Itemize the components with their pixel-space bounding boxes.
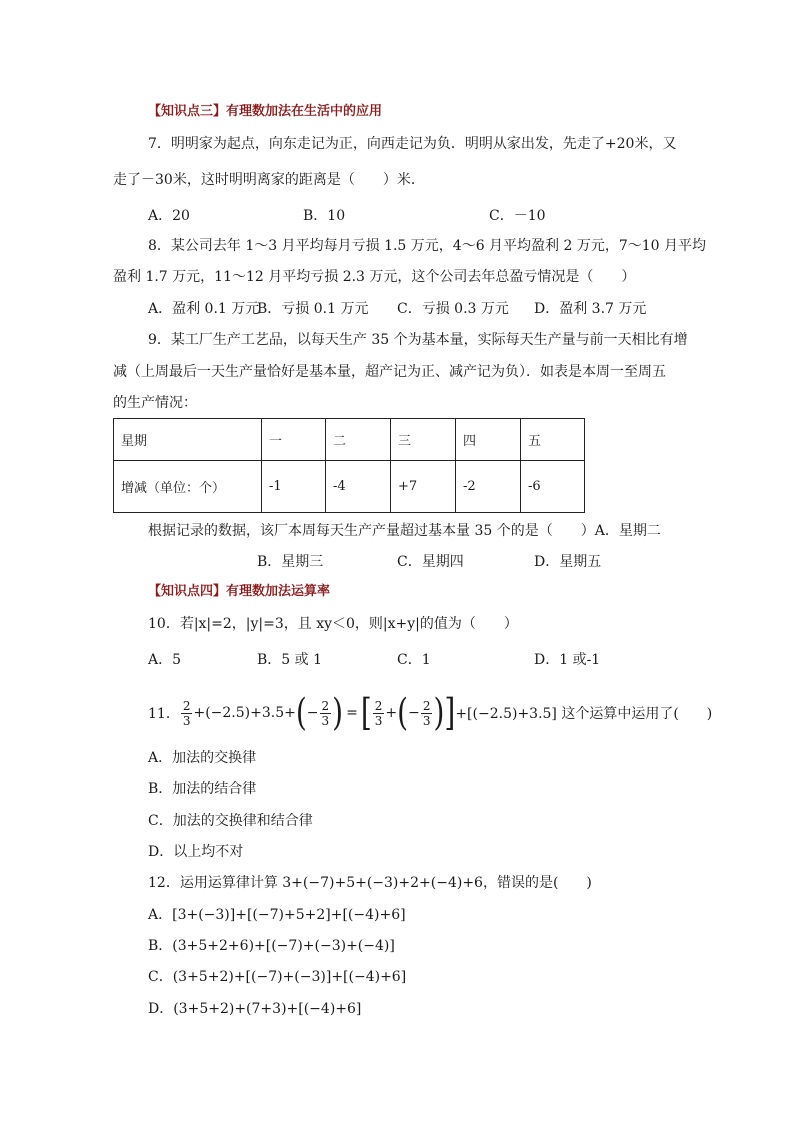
q9-option-b: B．星期三 bbox=[257, 554, 324, 570]
q10-option-d: D．1 或-1 bbox=[534, 652, 601, 668]
q11-terms: +(−2.5)+3.5+ bbox=[193, 705, 296, 721]
q12-option-a: A．[3+(−3)]+[(−7)+5+2]+[(−4)+6] bbox=[148, 907, 406, 923]
table-row bbox=[114, 461, 585, 513]
q8-text-line1: 8．某公司去年 1～3 月平均每月亏损 1.5 万元，4～6 月平均盈利 2 万元，7～10 月平均 bbox=[148, 238, 707, 254]
q10-option-b: B．5 或 1 bbox=[257, 652, 323, 668]
q12-option-d: D．(3+5+2)+(7+3)+[(−4)+6] bbox=[148, 1001, 362, 1017]
q8-option-d: D．盈利 3.7 万元 bbox=[534, 301, 647, 317]
q8-option-c: C．亏损 0.3 万元 bbox=[397, 301, 509, 317]
table-cell: 三 bbox=[391, 419, 456, 461]
q9-text-line1: 9．某工厂生产工艺品，以每天生产 35 个为基本量，实际每天生产量与前一天相比有增 bbox=[148, 332, 688, 348]
right-paren: ) bbox=[433, 690, 445, 735]
q7-text-line1: 7．明明家为起点，向东走记为正，向西走记为负．明明从家出发，先走了+20米，又 bbox=[148, 136, 677, 152]
table-cell: -2 bbox=[456, 461, 521, 513]
section-heading-three: 【知识点三】有理数加法在生活中的应用 bbox=[148, 104, 383, 119]
q9-question: 根据记录的数据，该厂本周每天生产产量超过基本量 35 个的是（ ）A．星期二 bbox=[148, 523, 661, 539]
q9-option-c: C．星期四 bbox=[397, 554, 464, 570]
right-paren: ) bbox=[332, 690, 344, 735]
table-cell: 二 bbox=[326, 419, 391, 461]
left-bracket: [ bbox=[360, 690, 372, 735]
table-cell: 五 bbox=[521, 419, 585, 461]
table-cell: -4 bbox=[326, 461, 391, 513]
fraction: $\frac{2}{3}$ bbox=[182, 698, 191, 728]
q8-option-a: A．盈利 0.1 万元 bbox=[148, 301, 260, 317]
table-cell: -1 bbox=[262, 461, 326, 513]
minus-sign: − bbox=[306, 705, 319, 721]
q11-option-b: B．加法的结合律 bbox=[148, 781, 257, 797]
q7-option-c: C．－10 bbox=[489, 208, 546, 224]
q12-option-b: B．(3+5+2+6)+[(−7)+(−3)+(−4)] bbox=[148, 938, 395, 954]
left-paren: ( bbox=[295, 690, 307, 735]
q12-option-c: C．(3+5+2)+[(−7)+(−3)]+[(−4)+6] bbox=[148, 969, 407, 985]
q7-option-b: B．10 bbox=[303, 208, 346, 224]
right-bracket: ] bbox=[444, 690, 456, 735]
q11-option-d: D．以上均不对 bbox=[148, 844, 244, 860]
q11-tail: +[(−2.5)+3.5] 这个运算中运用了( ) bbox=[455, 706, 713, 722]
q10-text: 10．若|x|=2，|y|=3，且 xy＜0，则|x+y|的值为（ ） bbox=[148, 616, 518, 632]
minus-sign: − bbox=[408, 705, 420, 721]
q8-text-line2: 盈利 1.7 万元，11～12 月平均亏损 2.3 万元，这个公司去年总盈亏情况是（ ） bbox=[113, 269, 636, 285]
fraction: $\frac{2}{3}$ bbox=[374, 698, 383, 728]
table-cell: +7 bbox=[391, 461, 456, 513]
section-heading-four: 【知识点四】有理数加法运算率 bbox=[148, 584, 331, 599]
q11-option-a: A．加法的交换律 bbox=[148, 750, 257, 766]
q12-text: 12．运用运算律计算 3+(−7)+5+(−3)+2+(−4)+6，错误的是( ) bbox=[148, 875, 592, 891]
q11-number: 11． bbox=[148, 706, 180, 722]
q10-option-a: A．5 bbox=[148, 652, 182, 668]
table-header-row bbox=[114, 419, 585, 461]
left-paren: ( bbox=[397, 690, 409, 735]
fraction: $\frac{2}{3}$ bbox=[422, 698, 431, 728]
production-table bbox=[113, 418, 585, 513]
q11-option-c: C．加法的交换律和结合律 bbox=[148, 813, 313, 829]
table-cell: -6 bbox=[521, 461, 585, 513]
q9-text-line2: 减（上周最后一天生产量恰好是基本量，超产记为正、减产记为负）．如表是本周一至周五 bbox=[113, 364, 666, 380]
q10-option-c: C．1 bbox=[397, 652, 431, 668]
table-cell: 增减（单位：个） bbox=[114, 461, 262, 513]
equals-sign: = bbox=[346, 705, 358, 721]
q8-option-b: B．亏损 0.1 万元 bbox=[257, 301, 369, 317]
fraction: $\frac{2}{3}$ bbox=[321, 698, 330, 728]
table-cell: 四 bbox=[456, 419, 521, 461]
q11-expression bbox=[148, 692, 712, 734]
q7-text-line2: 走了－30米，这时明明离家的距离是（ ）米． bbox=[113, 172, 425, 188]
plus-sign: + bbox=[385, 705, 398, 721]
q7-option-a: A．20 bbox=[148, 208, 190, 224]
table-cell: 星期 bbox=[114, 419, 262, 461]
q9-text-line3: 的生产情况： bbox=[113, 395, 197, 411]
table-cell: 一 bbox=[262, 419, 326, 461]
q9-option-d: D．星期五 bbox=[534, 554, 602, 570]
